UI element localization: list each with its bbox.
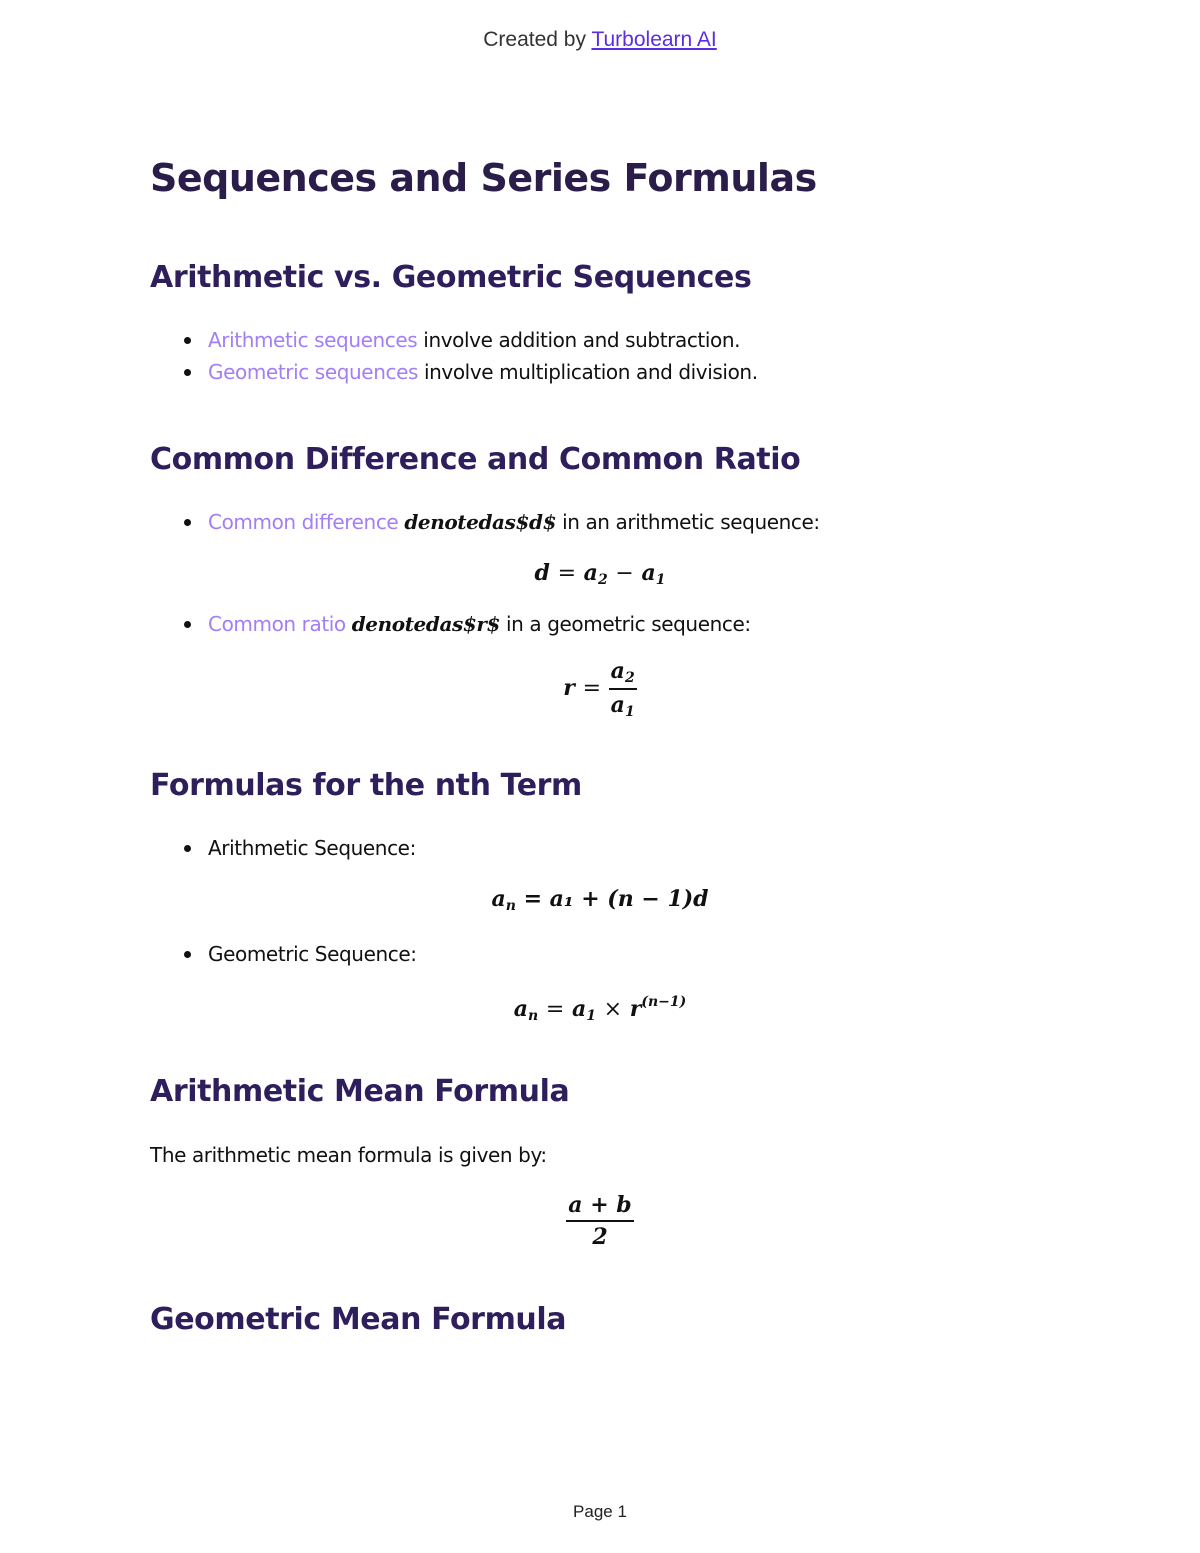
item-text: Arithmetic Sequence: xyxy=(208,836,416,860)
turbolearn-link[interactable]: Turbolearn AI xyxy=(591,28,717,51)
term-arithmetic-sequences: Arithmetic sequences xyxy=(208,328,418,352)
page-title: Sequences and Series Formulas xyxy=(150,156,817,200)
arithmetic-mean-paragraph: The arithmetic mean formula is given by: xyxy=(150,1143,547,1167)
item-text: in an arithmetic sequence: xyxy=(562,510,820,534)
item-text: in a geometric sequence: xyxy=(506,612,751,636)
term-common-difference: Common difference xyxy=(208,510,399,534)
item-text: involve multiplication and division. xyxy=(423,360,758,384)
formula-common-ratio: r = $\frac{a_2}{a_1}$ xyxy=(563,658,635,720)
list-item xyxy=(184,942,417,966)
formula-geometric-nth-term: $a_n = a_1 \times r^{(n-1)}$ xyxy=(513,994,687,1024)
list-item xyxy=(184,360,758,384)
section-heading-common: Common Difference and Common Ratio xyxy=(150,442,801,477)
term-geometric-sequences: Geometric sequences xyxy=(208,360,418,384)
formula-arithmetic-mean: $\frac{a + b}{2}$ xyxy=(568,1192,632,1250)
inline-math: denotedas$d$ xyxy=(404,510,557,534)
formula-arithmetic-nth-term: $a_n = a_1 + (n - 1)d$ xyxy=(491,886,709,914)
formula-common-difference: $d = a_2 - a_1$ xyxy=(534,560,666,588)
inline-math: denotedas$r$ xyxy=(351,612,501,636)
section-heading-nth-term: Formulas for the nth Term xyxy=(150,768,582,803)
section-heading-geometric-mean: Geometric Mean Formula xyxy=(150,1302,567,1337)
term-common-ratio: Common ratio xyxy=(208,612,346,636)
item-text: Geometric Sequence: xyxy=(208,942,417,966)
header-prefix: Created by xyxy=(483,28,586,51)
page-header xyxy=(0,28,1200,52)
list-item xyxy=(184,510,820,534)
section-heading-arithmetic-mean: Arithmetic Mean Formula xyxy=(150,1074,570,1109)
section-heading-sequences: Arithmetic vs. Geometric Sequences xyxy=(150,260,752,295)
list-item xyxy=(184,328,740,352)
item-text: involve addition and subtraction. xyxy=(423,328,741,352)
page-number: Page 1 xyxy=(573,1502,627,1521)
list-item xyxy=(184,836,416,860)
list-item xyxy=(184,612,751,636)
